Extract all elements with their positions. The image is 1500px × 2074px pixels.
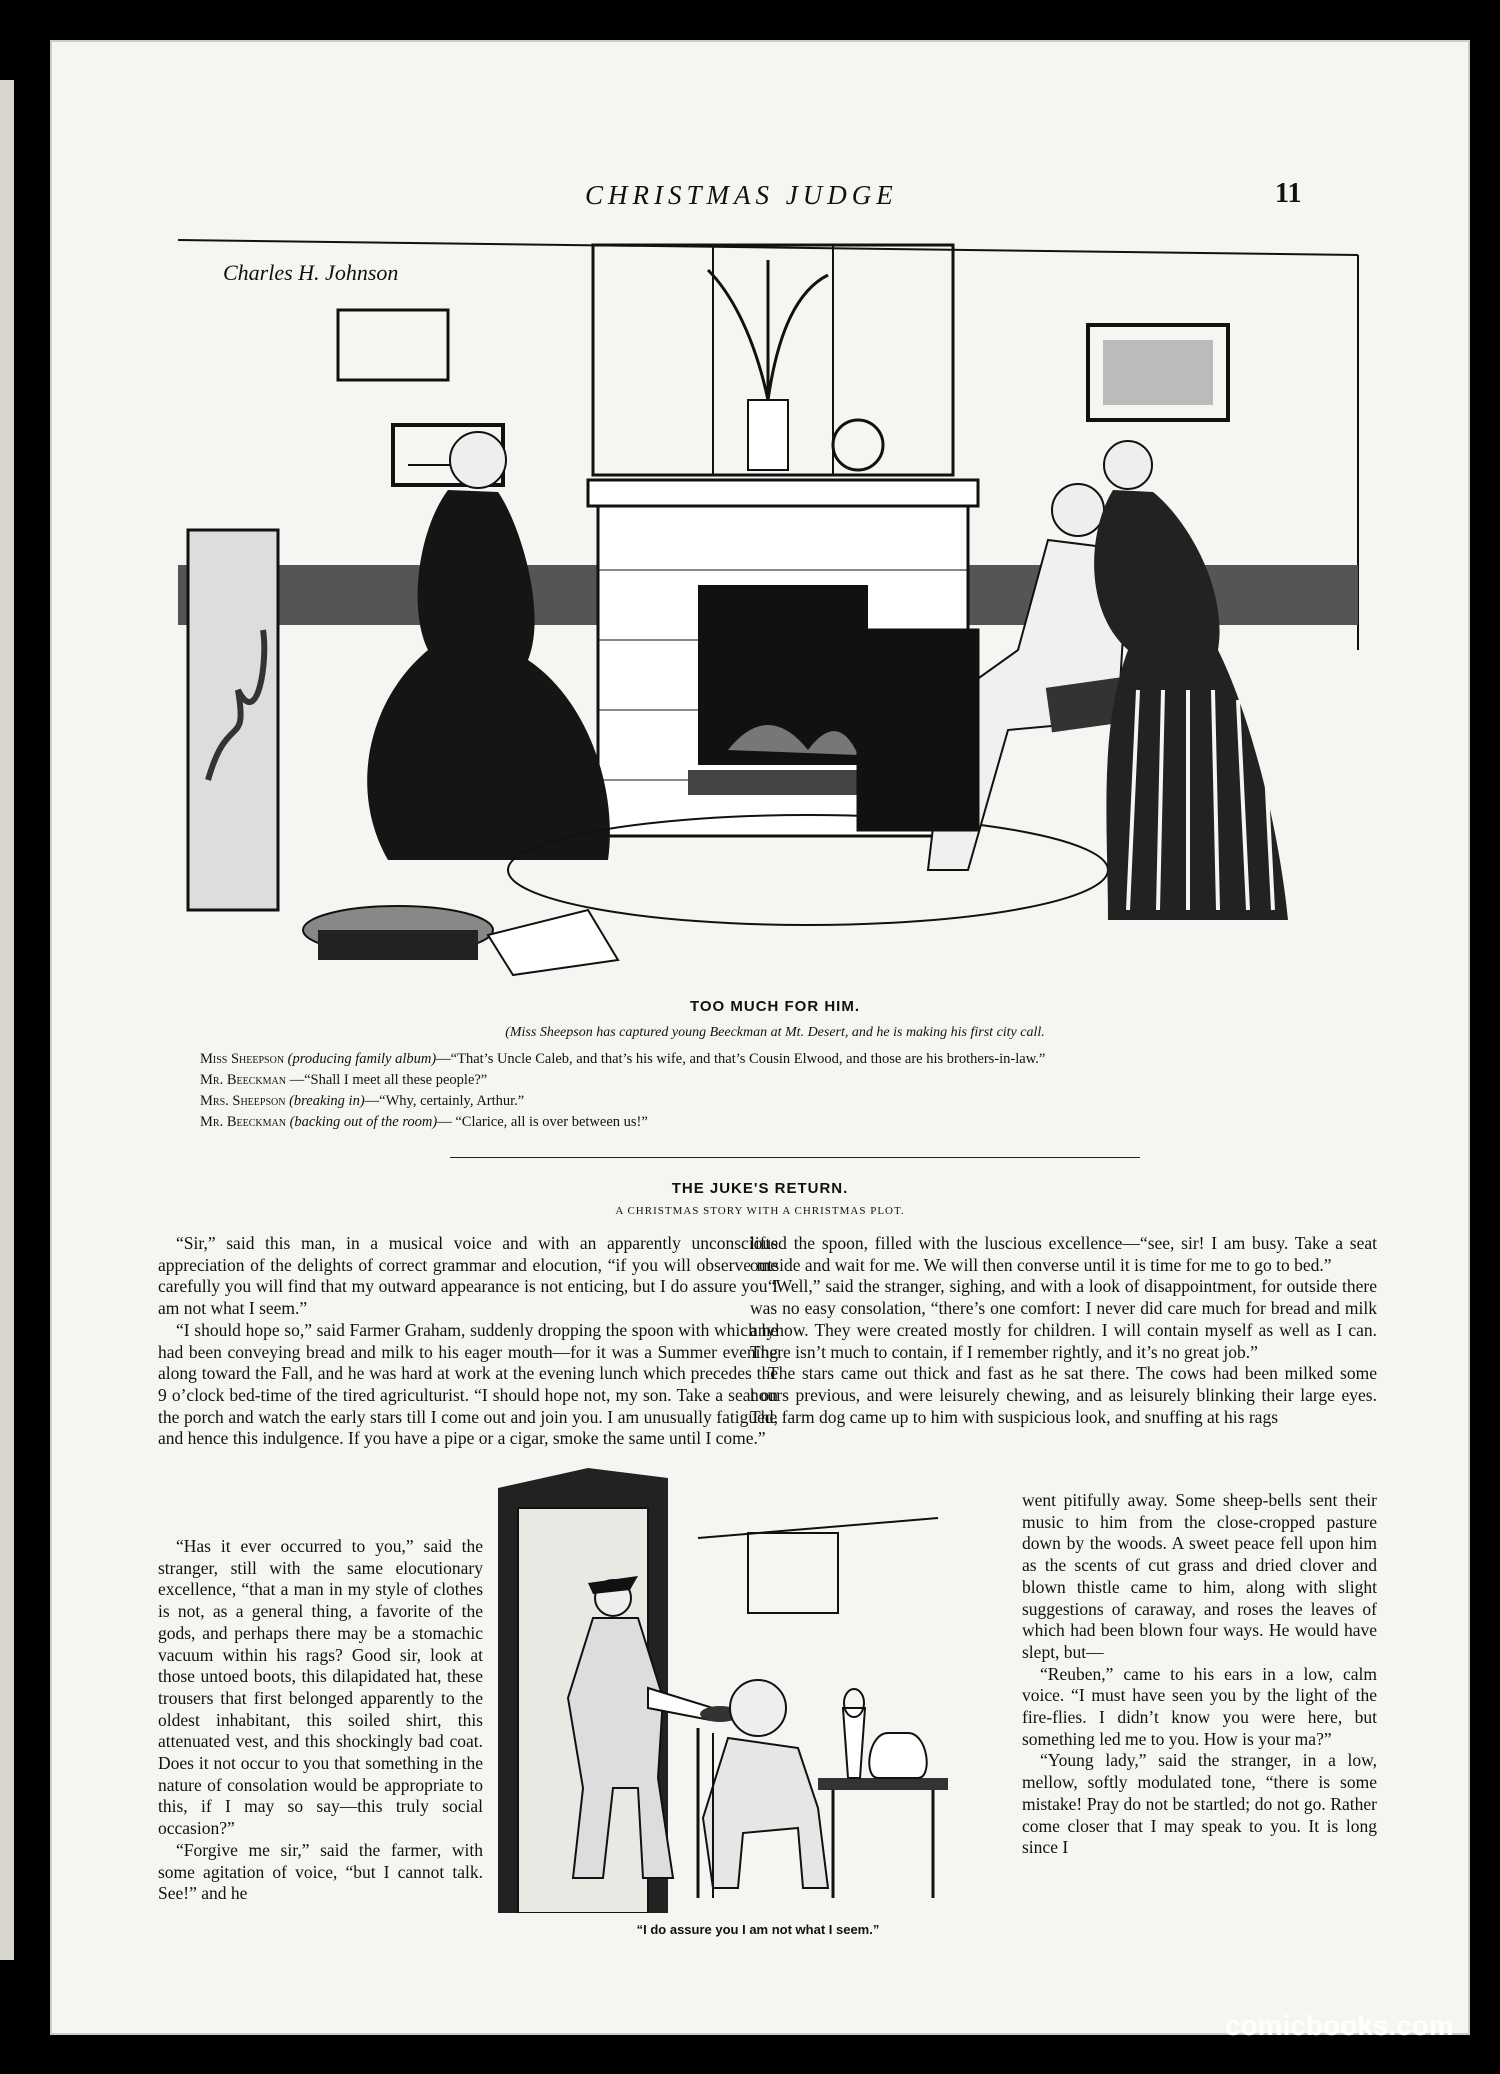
dialogue-text: —“Shall I meet all these people?”: [289, 1072, 488, 1088]
artist-signature: Charles H. Johnson: [223, 260, 399, 285]
dialogue-line: [200, 1091, 1350, 1112]
dialogue-stage: (breaking in): [289, 1093, 365, 1109]
dialogue-speaker: Mrs. Sheepson: [200, 1093, 286, 1109]
running-head: [50, 180, 1470, 224]
illustration-caption: “I do assure you I am not what I seem.”: [636, 1922, 880, 1937]
story-column-right-narrow: [1022, 1490, 1377, 1859]
cartoon-title: TOO MUCH FOR HIM.: [689, 998, 861, 1015]
dialogue-speaker: Mr. Beeckman: [200, 1114, 286, 1130]
story-paragraph: “I should hope so,” said Farmer Graham, suddenly dropping the spoon with which he had been conveying bread and milk to his eager mouth—for it was a Summer evening along toward the Fall, and he was hard at work at the evening lunch which precedes the 9 o’clock bed-time of the tired agriculturist. “I should hope not, my son. Take a seat on the porch and watch the early stars till I come out and join you. I am unusually fatigued, and hence this indulgence. If you have a pipe or a cigar, smoke the same until I come.”: [158, 1319, 778, 1449]
story-paragraph: “Forgive me sir,” said the farmer, with some agitation of voice, “but I cannot talk. See!” and he: [158, 1839, 483, 1904]
story-column-left: [158, 1233, 778, 1450]
story-paragraph: The stars came out thick and fast as he sat there. The cows had been milked some hours previous, and were leisurely chewing, and as leisurely blinking their large eyes. The farm dog came up to him with suspicious look, and snuffing at his rags: [750, 1363, 1377, 1427]
parlor-illustration: [168, 230, 1368, 980]
story-title: THE JUKE'S RETURN.: [671, 1180, 849, 1197]
story-paragraph: went pitifully away. Some sheep-bells sent their music to him from the close-cropped pasture down by the woods. A sweet peace fell upon him as the scents of cut grass and dried clover and blown thistle came to him, along with slight suggestions of caraway, and roses the leaves of which had been blown four ways. He would have slept, but—: [1022, 1490, 1377, 1662]
story-paragraph: lifted the spoon, filled with the luscious excellence—“see, sir! I am busy. Take a seat outside and wait for me. We will then converse until it is time for me to go to bed.”: [750, 1233, 1377, 1275]
dialogue-text: —“Why, certainly, Arthur.”: [364, 1093, 525, 1109]
dialogue-speaker: Mr. Beeckman: [200, 1072, 286, 1088]
section-divider: [450, 1157, 1140, 1158]
story-subtitle: A CHRISTMAS STORY WITH A CHRISTMAS PLOT.: [615, 1205, 905, 1217]
story-paragraph: “Well,” said the stranger, sighing, and with a look of disappointment, for outside there was no easy consolation, “there’s one comfort: I never did care much for bread and milk anyhow. They were created mostly for children. I will contain myself as well as I can. There isn’t much to contain, if I remember rightly, and it’s no great job.”: [750, 1276, 1377, 1362]
dialogue-line: [200, 1049, 1350, 1070]
story-paragraph: “Young lady,” said the stranger, in a low, mellow, softly modulated tone, “there is some mistake! Pray do not be startled; do not go. Rather come closer that I may speak to you. It is long since I: [1022, 1750, 1377, 1858]
dialogue-line: [200, 1112, 1350, 1133]
magazine-page: [50, 40, 1470, 2035]
cartoon-subtitle: (Miss Sheepson has captured young Beeckman at Mt. Desert, and he is making his first city call.: [505, 1025, 1045, 1040]
tramp-and-farmer-illustration: [498, 1458, 1018, 1913]
story-column-left-narrow: [158, 1536, 483, 1905]
dialogue-stage: (producing family album): [287, 1051, 437, 1067]
dialogue-stage: (backing out of the room): [289, 1114, 438, 1130]
story-paragraph: “Has it ever occurred to you,” said the stranger, still with the same elocutionary excellence, “that a man in my style of clothes is not, as a general thing, a favorite of the gods, and perhaps there may be a stomachic vacuum within his rags? Good sir, look at those untoed boots, this dilapidated hat, these trousers that first belonged apparently to the oldest inhabitant, this soiled shirt, this attenuated vest, and this shockingly bad coat. Does it not occur to you that something in the nature of consolation would be appropriate to this, if I may so say—this truly social occasion?”: [158, 1536, 483, 1839]
dialogue-speaker: Miss Sheepson: [200, 1051, 285, 1067]
dialogue-text: —“That’s Uncle Caleb, and that’s his wife, and that’s Cousin Elwood, and those are his brothers-in-law.”: [436, 1051, 1046, 1067]
running-title: CHRISTMAS JUDGE: [585, 180, 898, 210]
cartoon-caption: [200, 998, 1350, 1133]
story-column-right: [750, 1233, 1377, 1428]
page-number: 11: [1275, 178, 1302, 209]
story-paragraph: “Reuben,” came to his ears in a low, calm voice. “I must have seen you by the light of the fire-flies. I didn’t know you were here, but something led me to you. How is your ma?”: [1022, 1663, 1377, 1749]
scan-edge: [0, 80, 14, 1960]
watermark: comicbooks.com: [1225, 2010, 1454, 2041]
story-paragraph: “Sir,” said this man, in a musical voice and with an apparently unconscious appreciation of the delights of correct grammar and elocution, “if you will observe me carefully you will find that my outward appearance is not enticing, but I do assure you I am not what I seem.”: [158, 1233, 778, 1319]
dialogue-text: — “Clarice, all is over between us!”: [437, 1114, 648, 1130]
dialogue-line: [200, 1070, 1350, 1091]
